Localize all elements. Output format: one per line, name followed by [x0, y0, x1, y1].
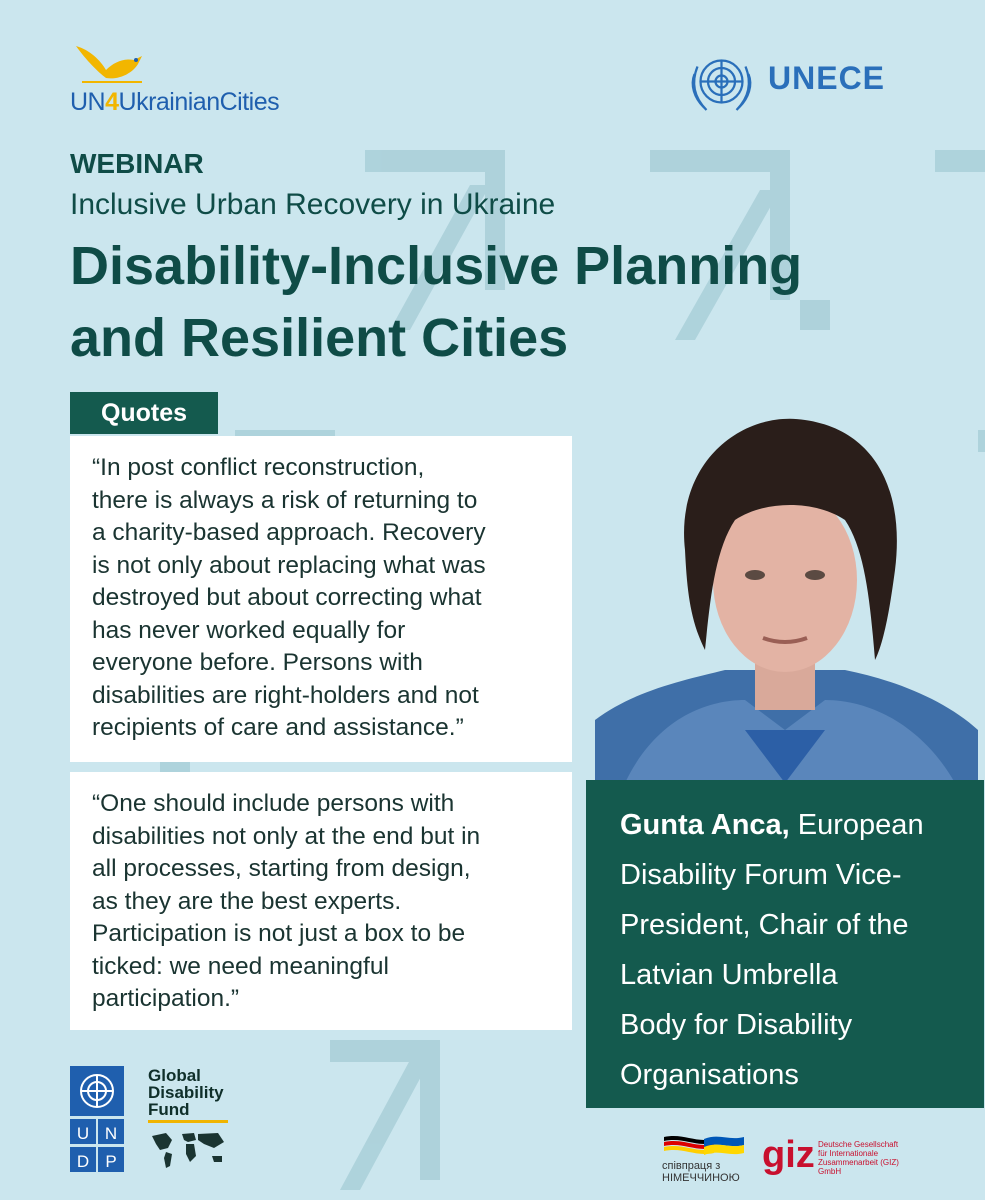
un4ukrainiancities-logo: UN4UkrainianCities: [70, 88, 280, 116]
page-title: [70, 230, 950, 374]
speaker-role: European: [797, 809, 924, 841]
world-map-icon: [148, 1128, 228, 1173]
quote-card-2: [70, 772, 572, 1030]
speaker-line: [620, 800, 964, 850]
quote-line: disabilities are right-holders and not: [92, 681, 479, 709]
bird-logo-icon: [72, 40, 152, 88]
speaker-line: Disability Forum Vice-: [620, 859, 902, 891]
undp-logo: [70, 1066, 124, 1172]
title-line-1: Disability-Inclusive Planning: [70, 236, 803, 296]
speaker-portrait-illustration: [595, 400, 978, 783]
gdf-line: Disability: [148, 1083, 224, 1102]
quote-line: participation.”: [92, 985, 240, 1012]
quote-line: “One should include persons with: [92, 790, 455, 817]
quote-line: “In post conflict reconstruction,: [92, 454, 425, 481]
quotes-tab: Quotes: [70, 392, 218, 434]
quote-line: all processes, starting from design,: [92, 855, 471, 882]
quote-line: has never worked equally for: [92, 616, 406, 644]
speaker-line: Latvian Umbrella: [620, 959, 838, 991]
undp-letter: P: [105, 1152, 117, 1171]
speaker-photo: [595, 400, 978, 783]
undp-letter: D: [76, 1152, 90, 1171]
quote-line: recipients of care and assistance.”: [92, 714, 464, 741]
quote-line: there is always a risk of returning to: [92, 486, 478, 514]
un-emblem-icon: [684, 44, 759, 119]
germany-ukraine-cooperation-icon: [664, 1133, 744, 1157]
undp-letter: U: [76, 1124, 90, 1143]
coop-line: співпраця з: [662, 1160, 721, 1172]
gdf-underline: [148, 1120, 228, 1123]
speaker-line: Body for Disability: [620, 1009, 853, 1041]
quote-line: Participation is not just a box to be: [92, 920, 466, 947]
global-disability-fund-logo: [148, 1067, 248, 1118]
speaker-name: Gunta Anca,: [620, 809, 790, 841]
cooperation-with-germany-label: [662, 1160, 740, 1184]
unece-label: UNECE: [768, 60, 886, 96]
quote-line: destroyed but about correcting what: [92, 584, 482, 611]
title-line-2: and Resilient Cities: [70, 308, 569, 368]
quote-card-1: [70, 436, 572, 762]
quote-line: everyone before. Persons with: [92, 649, 423, 676]
quote-line: as they are the best experts.: [92, 887, 402, 915]
quote-line: ticked: we need meaningful: [92, 952, 389, 980]
gdf-line: Global: [148, 1066, 201, 1085]
webinar-label: WEBINAR: [70, 148, 204, 179]
giz-line: Zusammenarbeit (GIZ) GmbH: [818, 1158, 899, 1176]
gdf-line: Fund: [148, 1100, 190, 1119]
speaker-info-card: [586, 780, 984, 1108]
giz-fullname: [818, 1140, 918, 1176]
quote-line: disabilities not only at the end but in: [92, 822, 481, 850]
coop-line: НІМЕЧЧИНОЮ: [662, 1172, 740, 1184]
quote-line: is not only about replacing what was: [92, 551, 486, 579]
giz-line: Deutsche Gesellschaft: [818, 1140, 899, 1149]
giz-line: für Internationale: [818, 1149, 879, 1158]
giz-logo: giz: [762, 1134, 815, 1176]
quote-line: a charity-based approach. Recovery: [92, 519, 486, 546]
speaker-line: President, Chair of the: [620, 909, 909, 941]
series-subtitle: Inclusive Urban Recovery in Ukraine: [70, 188, 556, 221]
speaker-line: Organisations: [620, 1059, 799, 1091]
undp-letter: N: [104, 1124, 118, 1143]
